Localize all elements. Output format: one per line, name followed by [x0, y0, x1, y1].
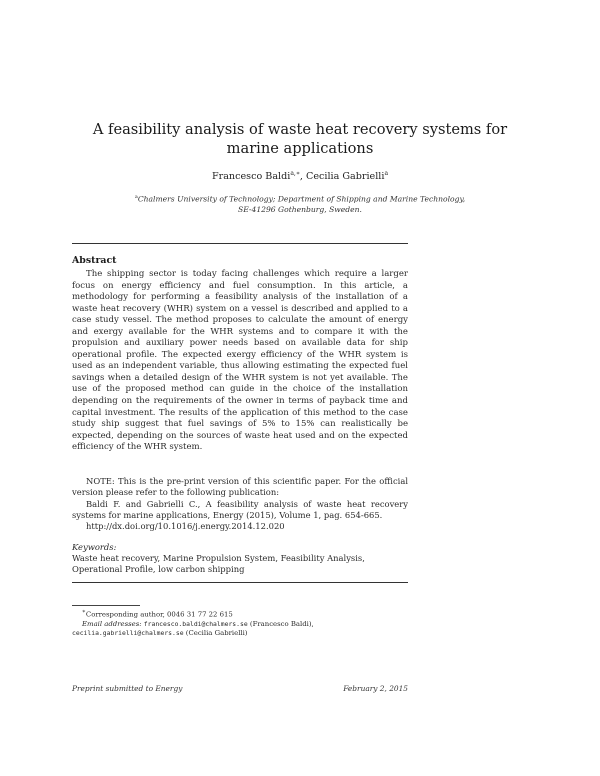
abstract-text: The shipping sector is today facing challenges which require a larger focus on energy efficiency and fuel consumption. In this article, a methodology for performing a feasibility analysis of the installation of a waste heat recovery (WHR) system on a vessel is described and applied to a case study vessel. The method proposes to calculate the amount of energy and exergy available for the WHR systems and to compare it with the propulsion and auxiliary power needs based on available data for ship operational profile. The expected exergy efficiency of the WHR system is used as an independent variable, thus allowing estimating the expected fuel savings when a detailed design of the WHR system is not yet available. The use of the proposed method can guide in the choice of the installation depending on the requirements of the owner in terms of payback time and capital investment. The results of the application of this method to the case study ship suggest that fuel savings of 5% to 15% can realistically be expected, depending on the sources of waste heat used and on the expected efficiency of the WHR system. [72, 269, 408, 453]
corresponding-author: Corresponding author, 0046 31 77 22 615 [85, 610, 233, 619]
doi-link[interactable]: http://dx.doi.org/10.1016/j.energy.2014.12.020 [86, 521, 285, 532]
footnote-mark: ∗ [82, 609, 86, 615]
keywords-list [72, 553, 408, 576]
footer-journal: Preprint submitted to Energy [72, 684, 183, 693]
author-list [0, 170, 600, 182]
note-text: NOTE: This is the pre-print version of this scientific paper. For the official version please refer to the following publication: [72, 476, 408, 498]
affiliation-line-2: SE-41296 Gothenburg, Sweden. [238, 205, 362, 215]
email-label: Email addresses: [82, 619, 142, 628]
abstract-bottom-rule [72, 582, 408, 583]
affiliation-line-1 [110, 192, 490, 205]
keywords-line-2: Operational Profile, low carbon shipping [72, 564, 245, 575]
footnote-line-2 [72, 620, 408, 629]
affiliation-mark: a [134, 194, 138, 200]
footnote-line-1 [72, 608, 408, 620]
abstract-top-rule [72, 243, 408, 244]
author-name: Francesco Baldi [211, 171, 291, 183]
author-affil-mark: a,∗ [290, 170, 300, 177]
email-link-2[interactable]: cecilia.gabrielli@chalmers.se [72, 628, 184, 637]
paper-title [60, 120, 540, 158]
email-link-1[interactable]: francesco.baldi@chalmers.se [143, 619, 248, 628]
author-name: Cecilia Gabrielli [306, 171, 385, 183]
preprint-note [72, 476, 408, 532]
keywords-line-1: Waste heat recovery, Marine Propulsion System, Feasibility Analysis, [72, 553, 365, 563]
abstract-heading: Abstract [72, 255, 117, 266]
affiliation-text: Chalmers University of Technology; Department of Shipping and Marine Technology, [137, 194, 466, 204]
author-separator: , [299, 171, 307, 183]
title-line-1: A feasibility analysis of waste heat recovery systems for [92, 121, 508, 138]
affiliation [110, 192, 490, 216]
email-owner-2: (Cecilia Gabrielli) [185, 628, 248, 637]
footnote-rule [72, 605, 140, 606]
footnote [72, 608, 408, 638]
email-owner-1: (Francesco Baldi), [249, 619, 314, 628]
author-affil-mark: a [384, 170, 389, 177]
title-line-2: marine applications [226, 140, 374, 157]
keywords-heading: Keywords: [72, 542, 117, 552]
footer-date: February 2, 2015 [343, 684, 408, 693]
note-citation: Baldi F. and Gabrielli C., A feasibility analysis of waste heat recovery systems for marine applications, Energy (2015), Volume 1, pag. 654-665. [72, 498, 408, 520]
footnote-line-3 [72, 629, 408, 638]
